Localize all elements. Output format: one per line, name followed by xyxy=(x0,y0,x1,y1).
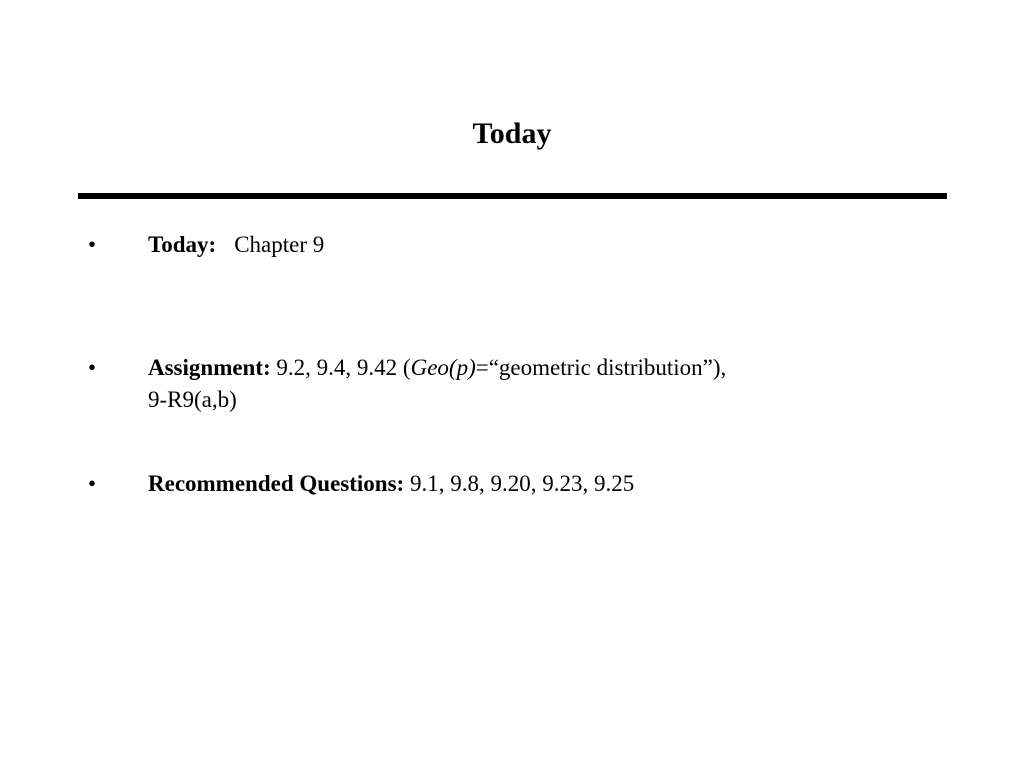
today-label: Today: xyxy=(148,232,217,257)
slide-title: Today xyxy=(472,117,552,150)
bullet-icon: • xyxy=(88,471,97,496)
assignment-text-after: =“geometric distribution”), xyxy=(475,355,727,380)
today-value: Chapter 9 xyxy=(234,232,325,257)
bullet-icon: • xyxy=(88,232,97,257)
recommended-value: 9.1, 9.8, 9.20, 9.23, 9.25 xyxy=(404,471,635,496)
assignment-text-before: 9.2, 9.4, 9.42 ( xyxy=(270,355,411,380)
assignment-line2: 9-R9(a,b) xyxy=(148,387,237,412)
bullet-text xyxy=(148,468,908,500)
title-divider xyxy=(78,193,947,199)
assignment-label: Assignment: xyxy=(148,355,271,380)
bullet-text xyxy=(148,352,908,416)
bullet-text xyxy=(148,229,908,261)
bullet-icon: • xyxy=(88,355,97,380)
recommended-label: Recommended Questions: xyxy=(148,471,405,496)
assignment-italic: Geo(p) xyxy=(410,355,476,380)
